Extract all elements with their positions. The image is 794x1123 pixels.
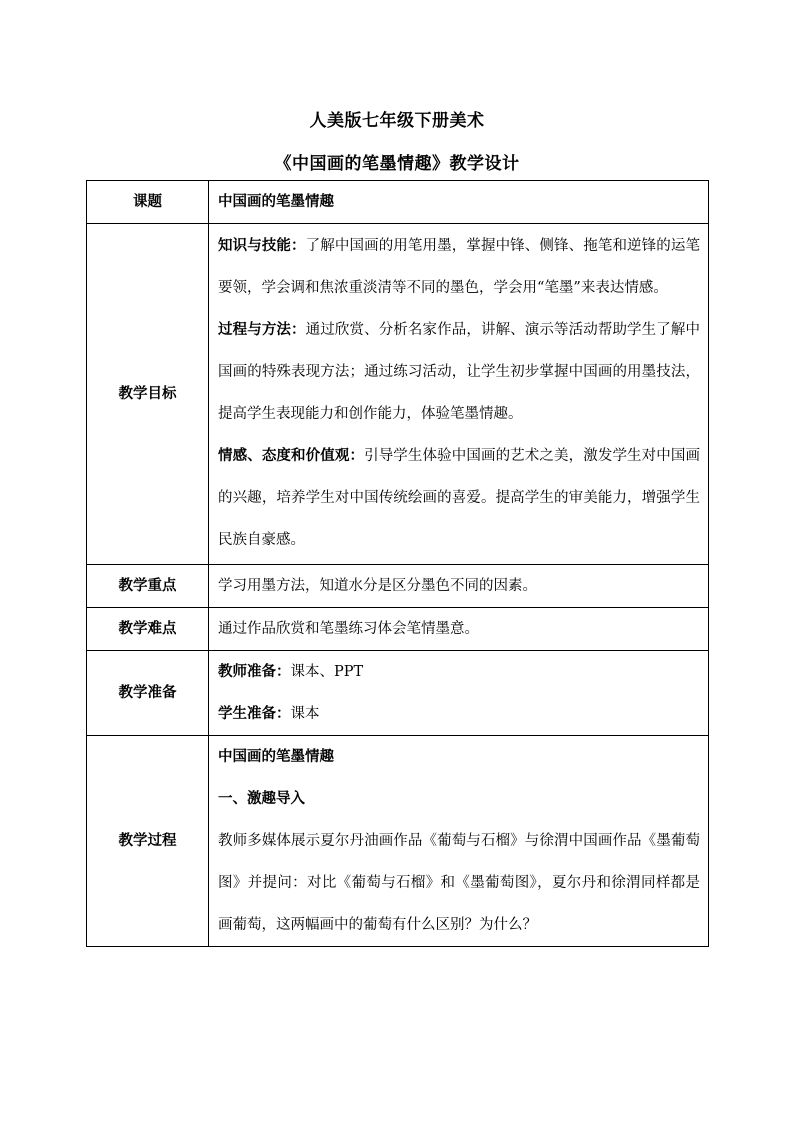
goals-label: 教学目标	[87, 224, 209, 565]
prep-student	[218, 693, 700, 735]
table-row-process	[87, 736, 709, 947]
goal-knowledge-lead: 知识与技能：	[218, 237, 306, 254]
topic-label: 课题	[87, 181, 209, 224]
table-row-key-point	[87, 565, 709, 608]
goal-emotion-lead: 情感、态度和价值观：	[218, 447, 365, 464]
goal-knowledge-text: 了解中国画的用笔用墨，掌握中锋、侧锋、拖笔和逆锋的运笔要领，学会调和焦浓重淡清等不同的墨色，学会用“笔墨”来表达情感。	[218, 238, 700, 296]
preparation-label: 教学准备	[87, 651, 209, 736]
prep-teacher-lead: 教师准备：	[218, 663, 291, 680]
goal-emotion-text: 引导学生体验中国画的艺术之美，激发学生对中国画的兴趣，培养学生对中国传统绘画的喜爱。提高学生的审美能力，增强学生民族自豪感。	[218, 448, 700, 548]
process-label: 教学过程	[87, 736, 209, 947]
process-heading: 中国画的笔墨情趣	[218, 748, 334, 765]
goals-content	[209, 224, 709, 565]
key-point-value: 学习用墨方法，知道水分是区分墨色不同的因素。	[209, 565, 709, 608]
topic-value: 中国画的笔墨情趣	[209, 181, 709, 224]
table-row-difficulty	[87, 608, 709, 651]
document-title: 人美版七年级下册美术	[309, 111, 485, 131]
lesson-plan-table	[86, 180, 709, 947]
key-point-label: 教学重点	[87, 565, 209, 608]
prep-student-text: 课本	[290, 706, 320, 722]
prep-teacher	[218, 651, 700, 693]
document-subtitle: 《中国画的笔墨情趣》教学设计	[274, 154, 520, 174]
goal-process-lead: 过程与方法：	[218, 321, 306, 338]
table-row-goals	[87, 224, 709, 565]
difficulty-value: 通过作品欣赏和笔墨练习体会笔情墨意。	[209, 608, 709, 651]
goal-emotion	[218, 435, 700, 561]
prep-teacher-text: 课本、PPT	[290, 664, 364, 680]
table-row-preparation	[87, 651, 709, 736]
process-section-title: 一、激趣导入	[218, 790, 305, 807]
goal-process-text: 通过欣赏、分析名家作品，讲解、演示等活动帮助学生了解中国画的特殊表现方法；通过练习活动，让学生初步掌握中国画的用墨技法，提高学生表现能力和创作能力，体验笔墨情趣。	[218, 322, 700, 422]
prep-student-lead: 学生准备：	[218, 705, 291, 722]
goal-knowledge	[218, 225, 700, 309]
process-text: 教师多媒体展示夏尔丹油画作品《葡萄与石榴》与徐渭中国画作品《墨葡萄图》并提问：对比《葡萄与石榴》和《墨葡萄图》，夏尔丹和徐渭同样都是画葡萄，这两幅画中的葡萄有什么区别？为什么？	[218, 833, 700, 933]
preparation-content	[209, 651, 709, 736]
process-content	[209, 736, 709, 947]
goal-process	[218, 309, 700, 435]
difficulty-label: 教学难点	[87, 608, 209, 651]
table-row-topic	[87, 181, 709, 224]
